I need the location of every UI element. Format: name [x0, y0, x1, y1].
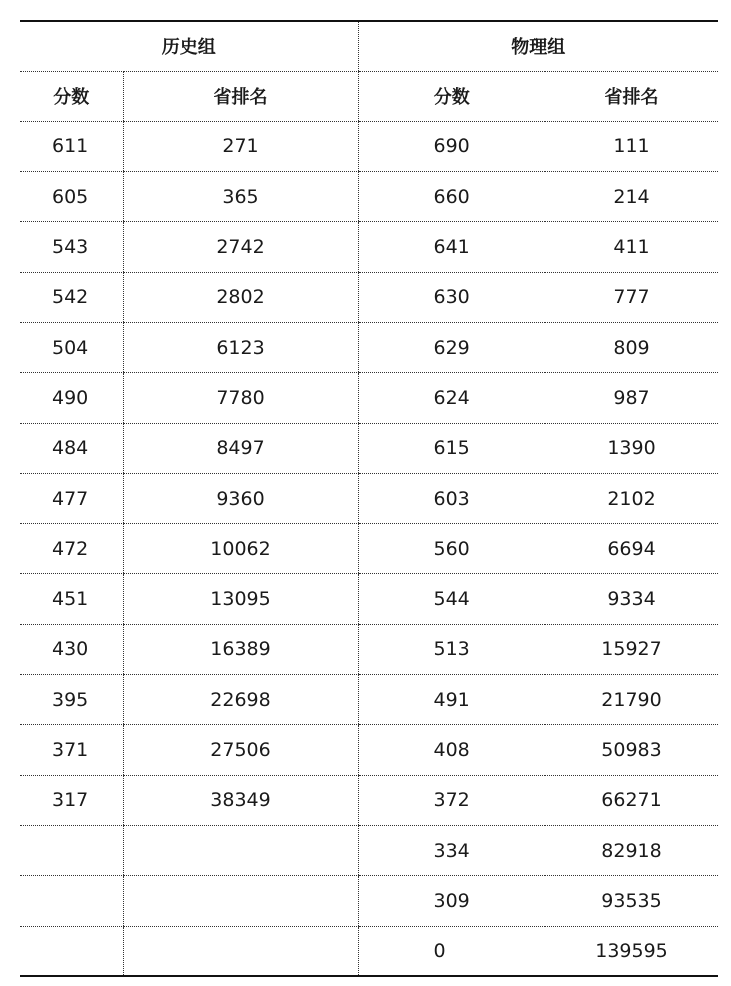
- table-row: [20, 272, 718, 322]
- table-row: [20, 725, 718, 775]
- table-row: [20, 876, 718, 926]
- physics-rank-cell: 66271: [545, 775, 718, 825]
- history-score-cell: [20, 825, 123, 875]
- table-row: [20, 825, 718, 875]
- physics-score-cell: 0: [358, 926, 545, 976]
- physics-score-cell: 408: [358, 725, 545, 775]
- table-row: [20, 524, 718, 574]
- table-row: [20, 322, 718, 372]
- table-row: [20, 775, 718, 825]
- history-rank-cell: [123, 876, 358, 926]
- physics-score-cell: 615: [358, 423, 545, 473]
- physics-rank-cell: 21790: [545, 675, 718, 725]
- physics-rank-cell: 2102: [545, 473, 718, 523]
- history-score-cell: [20, 876, 123, 926]
- history-rank-cell: 22698: [123, 675, 358, 725]
- physics-rank-cell: 1390: [545, 423, 718, 473]
- history-group-title: 历史组: [20, 21, 358, 71]
- physics-score-cell: 491: [358, 675, 545, 725]
- history-score-cell: 477: [20, 473, 123, 523]
- physics-rank-cell: 139595: [545, 926, 718, 976]
- history-score-cell: 490: [20, 373, 123, 423]
- physics-group-title: 物理组: [358, 21, 718, 71]
- history-score-cell: 472: [20, 524, 123, 574]
- physics-score-cell: 513: [358, 624, 545, 674]
- group-header-row: [20, 21, 718, 71]
- history-rank-cell: [123, 825, 358, 875]
- physics-score-cell: 630: [358, 272, 545, 322]
- history-rank-cell: [123, 926, 358, 976]
- physics-rank-cell: 411: [545, 222, 718, 272]
- ranking-table: [20, 20, 718, 977]
- history-rank-cell: 6123: [123, 322, 358, 372]
- history-score-cell: [20, 926, 123, 976]
- history-score-cell: 451: [20, 574, 123, 624]
- history-score-cell: 542: [20, 272, 123, 322]
- history-score-cell: 430: [20, 624, 123, 674]
- history-rank-cell: 2802: [123, 272, 358, 322]
- history-score-cell: 317: [20, 775, 123, 825]
- physics-rank-cell: 6694: [545, 524, 718, 574]
- history-score-cell: 484: [20, 423, 123, 473]
- physics-score-cell: 603: [358, 473, 545, 523]
- history-rank-cell: 9360: [123, 473, 358, 523]
- physics-score-cell: 560: [358, 524, 545, 574]
- physics-rank-cell: 15927: [545, 624, 718, 674]
- history-rank-cell: 13095: [123, 574, 358, 624]
- physics-rank-cell: 111: [545, 121, 718, 171]
- physics-score-cell: 624: [358, 373, 545, 423]
- physics-score-cell: 372: [358, 775, 545, 825]
- physics-score-cell: 629: [358, 322, 545, 372]
- physics-rank-cell: 777: [545, 272, 718, 322]
- history-score-cell: 543: [20, 222, 123, 272]
- history-score-cell: 611: [20, 121, 123, 171]
- physics-score-header: 分数: [358, 71, 545, 121]
- physics-rank-cell: 9334: [545, 574, 718, 624]
- physics-score-cell: 660: [358, 172, 545, 222]
- table-row: [20, 574, 718, 624]
- physics-score-cell: 690: [358, 121, 545, 171]
- table-row: [20, 121, 718, 171]
- history-rank-cell: 27506: [123, 725, 358, 775]
- history-score-cell: 605: [20, 172, 123, 222]
- table-row: [20, 926, 718, 976]
- physics-score-cell: 334: [358, 825, 545, 875]
- history-rank-header: 省排名: [123, 71, 358, 121]
- history-rank-cell: 10062: [123, 524, 358, 574]
- history-rank-cell: 8497: [123, 423, 358, 473]
- physics-rank-cell: 93535: [545, 876, 718, 926]
- table-row: [20, 675, 718, 725]
- physics-rank-cell: 82918: [545, 825, 718, 875]
- history-rank-cell: 271: [123, 121, 358, 171]
- physics-rank-cell: 987: [545, 373, 718, 423]
- physics-score-cell: 641: [358, 222, 545, 272]
- history-score-cell: 371: [20, 725, 123, 775]
- physics-rank-header: 省排名: [545, 71, 718, 121]
- table-row: [20, 473, 718, 523]
- table-row: [20, 373, 718, 423]
- history-rank-cell: 38349: [123, 775, 358, 825]
- physics-rank-cell: 809: [545, 322, 718, 372]
- physics-rank-cell: 214: [545, 172, 718, 222]
- history-rank-cell: 2742: [123, 222, 358, 272]
- history-score-cell: 504: [20, 322, 123, 372]
- ranking-table-body: [20, 121, 718, 976]
- physics-score-cell: 544: [358, 574, 545, 624]
- history-score-cell: 395: [20, 675, 123, 725]
- history-rank-cell: 365: [123, 172, 358, 222]
- history-rank-cell: 16389: [123, 624, 358, 674]
- physics-rank-cell: 50983: [545, 725, 718, 775]
- table-row: [20, 624, 718, 674]
- table-row: [20, 222, 718, 272]
- history-rank-cell: 7780: [123, 373, 358, 423]
- ranking-table-container: [20, 20, 718, 977]
- column-header-row: [20, 71, 718, 121]
- history-score-header: 分数: [20, 71, 123, 121]
- table-row: [20, 172, 718, 222]
- table-row: [20, 423, 718, 473]
- physics-score-cell: 309: [358, 876, 545, 926]
